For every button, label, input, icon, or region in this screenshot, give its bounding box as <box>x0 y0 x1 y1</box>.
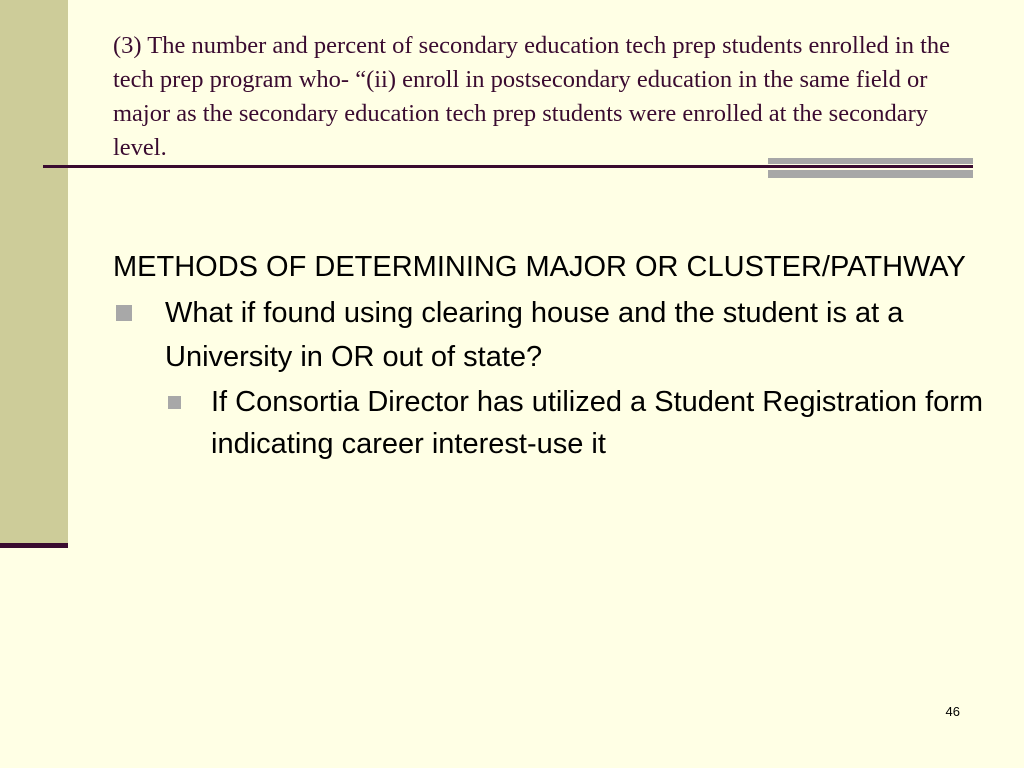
title-accent-stripes <box>768 158 973 178</box>
left-decor-bar <box>0 0 68 545</box>
accent-stripe-bottom <box>768 170 973 178</box>
bullet-item <box>113 291 993 379</box>
sub-bullet-text: If Consortia Director has utilized a Student Registration form indicating career interest-use it <box>211 386 984 460</box>
square-bullet-icon <box>168 396 181 409</box>
square-bullet-icon <box>116 305 132 321</box>
left-decor-underline <box>0 543 68 548</box>
bullet-text: What if found using clearing house and the student is at a University in OR out of state? <box>165 297 904 373</box>
slide-body <box>113 245 993 465</box>
sub-bullet-item <box>113 381 993 465</box>
body-heading: METHODS OF DETERMINING MAJOR OR CLUSTER/PATHWAY <box>113 251 966 283</box>
page-number: 46 <box>945 704 960 719</box>
accent-stripe-top <box>768 158 973 164</box>
slide-title: (3) The number and percent of secondary education tech prep students enrolled in the tech prep program who- “(ii) enroll in postsecondary education in the same field or major as the secondary education tech prep students were enrolled at the secondary level. <box>113 32 951 161</box>
